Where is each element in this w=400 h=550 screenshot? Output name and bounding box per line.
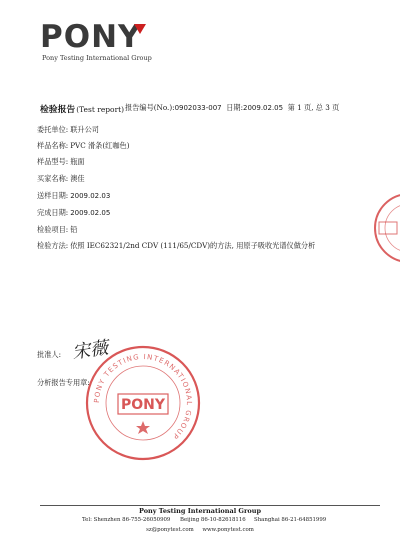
seal-ring-text: PONY TESTING INTERNATIONAL GROUP: [92, 352, 194, 441]
report-no-label: 报告编号(No.):: [125, 103, 175, 112]
field-label: 样品名称:: [37, 141, 69, 150]
field-value: 澳佳: [70, 174, 85, 183]
report-title: 检验报告: [40, 105, 76, 115]
field-value: 铅: [70, 225, 78, 234]
tel-shenzhen: Tel: Shenzhen 86-755-26050909: [82, 517, 171, 523]
field-value: 联升公司: [70, 125, 99, 134]
tel-beijing: Beijing 86-10-82618116: [180, 517, 246, 523]
logo-tagline: Pony Testing International Group: [42, 54, 152, 62]
footer-divider: [40, 505, 380, 506]
field-sample-name: [37, 141, 130, 151]
report-meta: [125, 103, 339, 113]
field-label: 检验方法:: [37, 241, 69, 250]
field-label: 检验项目:: [37, 225, 69, 234]
field-label: 完成日期:: [37, 208, 69, 217]
field-buyer: [37, 174, 85, 184]
field-value: 2009.02.05: [70, 209, 111, 217]
tel-shanghai: Shanghai 86-21-64851999: [254, 517, 327, 523]
field-value: PVC 滑条(红咖色): [70, 141, 130, 150]
footer-web: [0, 527, 400, 533]
footer-email[interactable]: sz@ponytest.com: [146, 527, 194, 533]
logo-wordmark: PONY: [40, 19, 142, 55]
field-label: 买家名称:: [37, 174, 69, 183]
page-info: 第 1 页, 总 3 页: [287, 103, 340, 112]
footer-website[interactable]: www.ponytest.com: [202, 527, 254, 533]
date-label: 日期:: [226, 103, 243, 112]
seal-center-text: PONY: [120, 397, 166, 413]
report-title-en: (Test report): [76, 105, 125, 114]
report-header: [40, 102, 380, 115]
footer-company: Pony Testing International Group: [138, 507, 262, 515]
field-test-item: [37, 225, 77, 235]
report-date: 2009.02.05: [243, 104, 284, 112]
field-label: 委托单位:: [37, 125, 69, 134]
field-sample-model: [37, 157, 85, 167]
approver-signature: 宋薇: [70, 337, 110, 364]
field-test-method: [37, 241, 315, 251]
report-no: 0902033-007: [174, 104, 222, 112]
logo-red-triangle-icon: [134, 24, 146, 34]
field-completed-date: [37, 208, 110, 218]
pony-logo: [40, 20, 160, 65]
seal-label: 分析报告专用章:: [37, 378, 90, 387]
field-value: 2009.02.03: [70, 192, 111, 200]
field-label: 送样日期:: [37, 191, 69, 200]
field-label: 样品型号:: [37, 157, 69, 166]
field-value: 依照 IEC62321/2nd CDV (111/65/CDV)的方法, 用原子吸收光谱仪做分析: [70, 241, 316, 250]
company-seal-stamp: [83, 343, 203, 463]
field-value: 瓶面: [70, 157, 85, 166]
edge-seal-stamp: [371, 188, 400, 268]
field-client: [37, 125, 99, 135]
field-received-date: [37, 191, 110, 201]
approver-label: 批准人:: [37, 350, 61, 359]
